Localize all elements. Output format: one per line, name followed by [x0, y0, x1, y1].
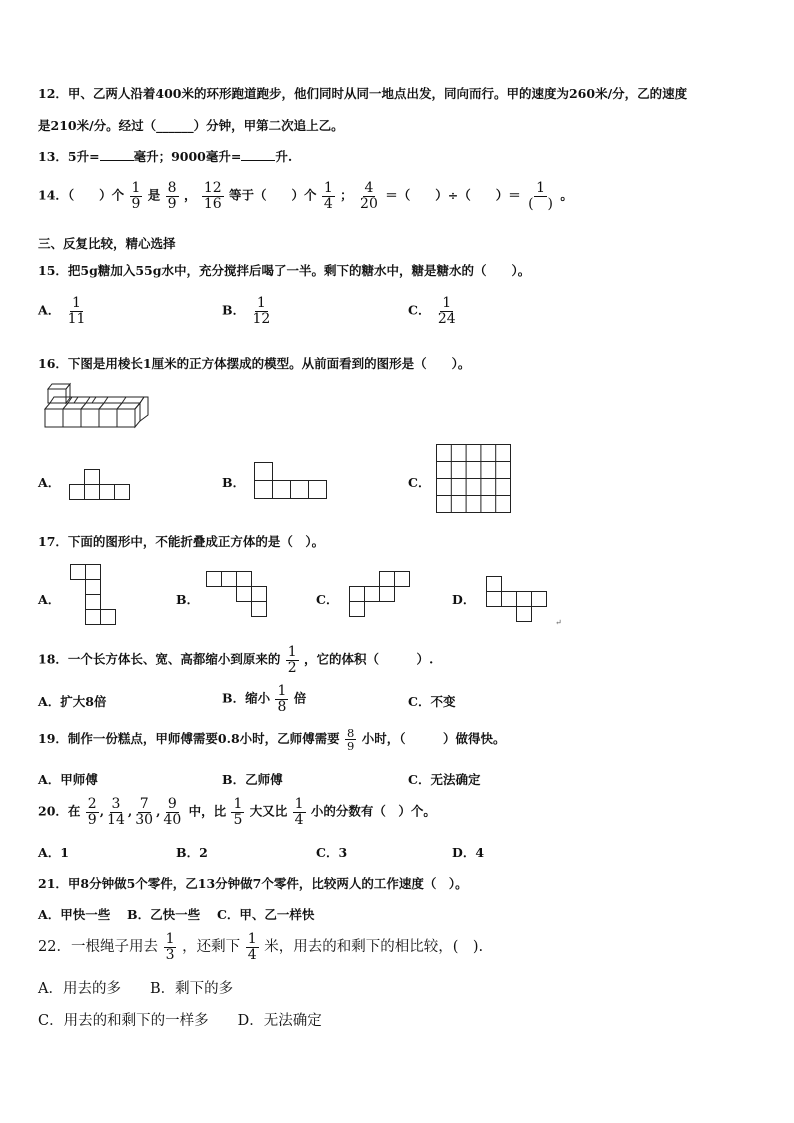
- numerator: 1: [294, 796, 304, 812]
- fraction: [275, 684, 288, 714]
- q19-stem: [38, 727, 505, 752]
- q16-option-c-figure: [436, 444, 512, 514]
- fraction: [166, 181, 179, 211]
- q22-stem: [38, 932, 483, 962]
- q14-text: ，: [183, 187, 197, 203]
- fraction: [130, 181, 143, 211]
- numerator: 9: [167, 796, 177, 812]
- q14-text: 14．（ ）个: [38, 187, 125, 203]
- denominator: 20: [360, 195, 378, 212]
- q15-stem: 15．把5g糖加入55g水中，充分搅拌后喝了一半。剩下的糖水中，糖是糖水的（ ）。: [38, 263, 531, 278]
- denominator: 24: [437, 310, 456, 327]
- q12-line2: 是210米/分。经过（______）分钟，甲第二次追上乙。: [38, 118, 344, 133]
- denominator: 12: [252, 310, 271, 327]
- numerator: 3: [111, 796, 121, 812]
- fraction: [86, 797, 99, 827]
- fraction: [358, 181, 380, 211]
- q17-option-d[interactable]: [452, 590, 475, 608]
- option-letter: D．: [452, 592, 476, 607]
- option-text: 倍: [293, 690, 307, 706]
- q16-option-b[interactable]: [222, 473, 245, 491]
- q19-text: 19．制作一份糕点，甲师傅需要0.8小时，乙师傅需要: [38, 731, 340, 747]
- option-letter: C．: [408, 302, 431, 318]
- denominator: 5: [233, 811, 243, 828]
- answer-blank[interactable]: [100, 148, 134, 161]
- denominator: 9: [131, 195, 141, 212]
- q17-option-b-figure: [206, 571, 270, 619]
- numerator: 1: [536, 180, 545, 196]
- fraction: [322, 181, 335, 211]
- numerator: 1: [233, 796, 243, 812]
- q17-option-c-figure: [349, 571, 413, 619]
- q19-option-b[interactable]: B．乙师傅: [222, 772, 283, 787]
- q15-option-a[interactable]: [38, 296, 88, 326]
- option-text: B．缩小: [222, 690, 271, 706]
- fraction: [164, 932, 177, 962]
- denominator: 3: [165, 946, 175, 963]
- q12-line1: 12．甲、乙两人沿着400米的环形跑道跑步，他们同时从同一地点出发，同向而行。甲的速度为260米/分，乙的速度: [38, 86, 688, 101]
- q16-stem: 16．下图是用棱长1厘米的正方体摆成的模型。从前面看到的图形是（ ）。: [38, 356, 471, 371]
- denominator: 9: [167, 195, 177, 212]
- q20-text: 大又比: [249, 803, 288, 819]
- q20-text: 小的分数有（ ）个。: [310, 803, 436, 819]
- fraction: [66, 296, 88, 326]
- q14-text: 等于（ ）个: [229, 187, 317, 203]
- q13: [38, 147, 292, 165]
- q14-text: ＝（ ）÷（ ）＝: [385, 187, 521, 203]
- q13-part-a: 13．5升=: [38, 149, 100, 164]
- numerator: 1: [72, 295, 81, 311]
- denominator: 9: [87, 811, 97, 828]
- q18-stem: [38, 645, 433, 675]
- denominator: 40: [163, 811, 182, 828]
- denominator: 4: [323, 195, 333, 212]
- option-letter: B．: [176, 592, 200, 607]
- answer-blank[interactable]: [241, 148, 275, 161]
- q18-option-c[interactable]: C．不变: [408, 694, 456, 709]
- q19-option-a[interactable]: A．甲师傅: [38, 772, 98, 787]
- denominator: 16: [203, 195, 222, 212]
- numerator: 2: [87, 796, 97, 812]
- q17-option-d-figure: [486, 576, 550, 624]
- denominator: 2: [287, 659, 297, 676]
- q17-option-c[interactable]: [316, 590, 338, 608]
- option-letter: C．: [316, 592, 339, 607]
- q22-text: 22．一根绳子用去: [38, 939, 158, 956]
- numerator: 1: [277, 683, 287, 699]
- q17-stem: 17．下面的图形中，不能折叠成正方体的是（ ）。: [38, 534, 325, 549]
- fraction: [161, 797, 183, 827]
- fraction: [286, 645, 299, 675]
- fraction: [105, 797, 127, 827]
- q15-option-c[interactable]: [408, 296, 459, 326]
- q15-option-b[interactable]: [222, 296, 273, 326]
- fraction: [231, 797, 244, 827]
- fraction: [133, 797, 155, 827]
- q21-stem: 21．甲8分钟做5个零件，乙13分钟做7个零件，比较两人的工作速度（ ）。: [38, 876, 468, 891]
- denominator: 11: [67, 310, 86, 327]
- q16-option-c[interactable]: [408, 473, 430, 491]
- q18-text: ，它的体积（ ）.: [304, 651, 434, 667]
- section-heading: 三、反复比较，精心选择: [38, 236, 176, 251]
- numerator: 8: [347, 726, 355, 740]
- option-letter: B．: [222, 302, 246, 318]
- q19-text: 小时，（ ）做得快。: [361, 731, 506, 747]
- fraction: [246, 932, 259, 962]
- option-letter: C．: [408, 475, 431, 490]
- q20-stem: 20．在 $\frac{2}{9}$ , $\frac{3}{14}$ , $\frac{7}{30}$ , $\frac{9}{40}$ 中，比 $\frac{1}{5}$ 大又比 $\frac{1}{4}$ 小的分数有（ ）个。: [38, 796, 436, 828]
- option-letter: A．: [38, 592, 61, 607]
- fraction: [293, 797, 306, 827]
- q22-options-row-1[interactable]: A．用去的多 B．剩下的多: [38, 981, 234, 997]
- denominator: ( ): [528, 195, 554, 212]
- q20-option-c[interactable]: C．3: [316, 845, 348, 860]
- q14: [38, 181, 573, 211]
- fraction: [526, 181, 555, 211]
- q18-option-a[interactable]: A．扩大8倍: [38, 694, 107, 709]
- q16-option-b-figure: [254, 462, 328, 500]
- option-letter: B．: [222, 475, 246, 490]
- paragraph-mark-icon: ↵: [555, 618, 562, 627]
- numerator: 12: [203, 180, 222, 196]
- denominator: 4: [247, 946, 257, 963]
- q13-part-b: 毫升；9000毫升=: [133, 149, 242, 164]
- q14-text: 。: [560, 187, 573, 203]
- fraction: [202, 181, 224, 211]
- option-letter: A．: [38, 302, 61, 318]
- q13-part-c: 升.: [275, 149, 293, 164]
- q19-option-c[interactable]: C．无法确定: [408, 772, 481, 787]
- q17-option-a-figure: [70, 564, 120, 626]
- fraction: [250, 296, 272, 326]
- numerator: 1: [247, 931, 257, 947]
- denominator: 8: [277, 698, 287, 715]
- denominator: 30: [135, 811, 154, 828]
- numerator: 8: [167, 180, 177, 196]
- q21-options[interactable]: A．甲快一些 B．乙快一些 C．甲、乙一样快: [38, 907, 315, 922]
- q20-text: 20．在: [38, 803, 81, 819]
- q20-option-a[interactable]: A．1: [38, 845, 69, 860]
- q20-option-d[interactable]: D．4: [452, 845, 485, 860]
- numerator: 1: [323, 180, 333, 196]
- numerator: 1: [442, 295, 452, 311]
- q16-option-a[interactable]: [38, 473, 60, 491]
- numerator: 1: [256, 295, 266, 311]
- q17-option-b[interactable]: [176, 590, 199, 608]
- q14-text: ；: [340, 187, 353, 203]
- q22-text: 米，用去的和剩下的相比较，( ).: [264, 939, 484, 956]
- q20-text: 中，比: [188, 803, 227, 819]
- denominator: 9: [347, 739, 355, 754]
- denominator: 14: [107, 811, 125, 828]
- q22-text: ，还剩下: [182, 939, 241, 956]
- q14-text: 是: [147, 187, 161, 203]
- q18-text: 18．一个长方体长、宽、高都缩小到原来的: [38, 651, 281, 667]
- numerator: 7: [139, 796, 149, 812]
- q22-options-row-2[interactable]: C．用去的和剩下的一样多 D．无法确定: [38, 1013, 322, 1029]
- option-letter: A．: [38, 475, 61, 490]
- cube-model-figure: [44, 381, 152, 431]
- q20-option-b[interactable]: B．2: [176, 845, 208, 860]
- numerator: 1: [287, 644, 297, 660]
- q18-option-b[interactable]: [222, 684, 306, 714]
- numerator: 1: [165, 931, 175, 947]
- denominator: 4: [294, 811, 304, 828]
- fraction: [436, 296, 458, 326]
- numerator: 4: [364, 180, 374, 196]
- q17-option-a[interactable]: [38, 590, 60, 608]
- q16-option-a-figure: [69, 467, 131, 501]
- fraction: [345, 727, 356, 752]
- numerator: 1: [131, 180, 141, 196]
